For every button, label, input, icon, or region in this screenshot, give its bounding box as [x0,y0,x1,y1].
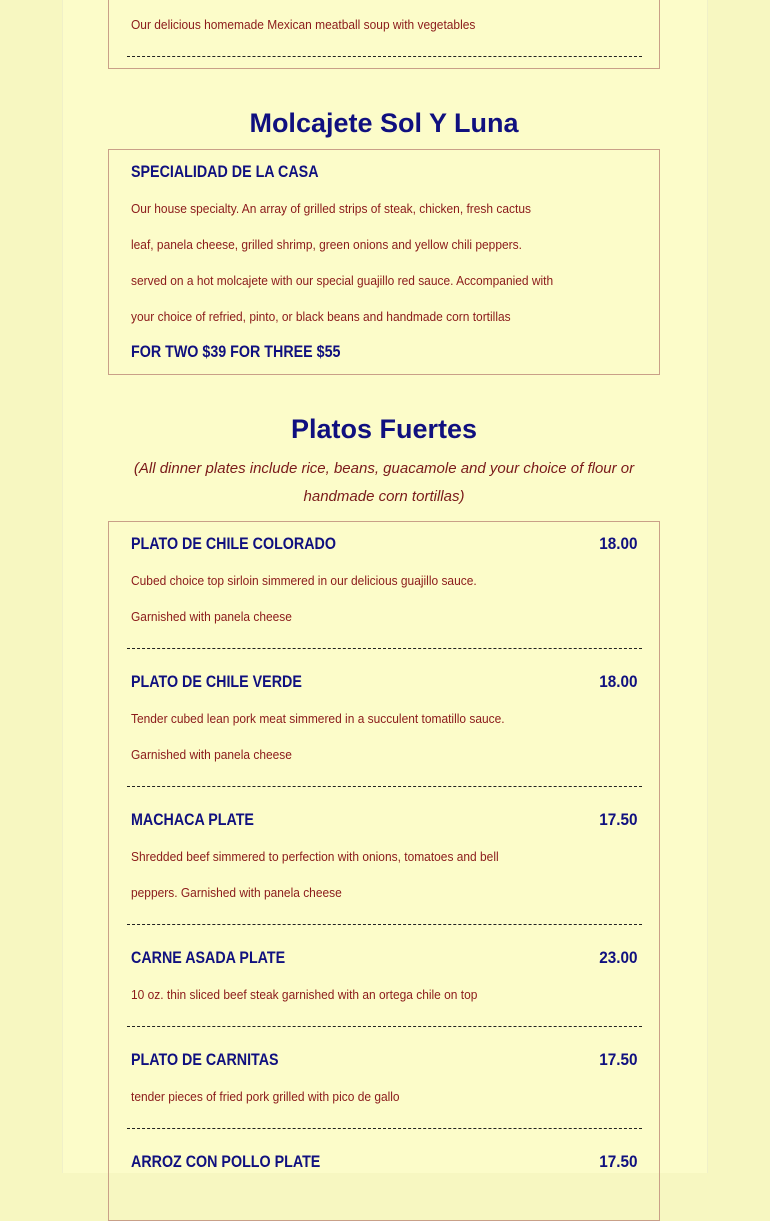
menu-item-description: Shredded beef simmered to perfection with onions, tomatoes and bell [131,849,499,864]
divider [127,648,642,649]
menu-item-price: 17.50 [599,1050,638,1069]
molcajete-line: leaf, panela cheese, grilled shrimp, green onions and yellow chili peppers. [131,237,522,252]
menu-item-description: Cubed choice top sirloin simmered in our delicious guajillo sauce. [131,573,477,588]
soup-section-box [108,0,660,69]
menu-item-price: 18.00 [599,672,638,691]
menu-item-description: peppers. Garnished with panela cheese [131,885,342,900]
molcajete-line: your choice of refried, pinto, or black beans and handmade corn tortillas [131,309,511,324]
divider [127,1128,642,1129]
menu-item-description: Garnished with panela cheese [131,609,292,624]
molcajete-line: Our house specialty. An array of grilled strips of steak, chicken, fresh cactus [131,201,531,216]
menu-item-price: 23.00 [599,948,638,967]
menu-item-name: CARNE ASADA PLATE [131,948,286,967]
menu-item-description: 10 oz. thin sliced beef steak garnished with an ortega chile on top [131,987,478,1002]
menu-item-description: Tender cubed lean pork meat simmered in a succulent tomatillo sauce. [131,711,505,726]
divider [127,1026,642,1027]
platos-note-line: handmade corn tortillas) [303,488,465,505]
menu-item-description: Garnished with panela cheese [131,747,292,762]
platos-box [108,521,660,1221]
divider [127,924,642,925]
molcajete-pricing: FOR TWO $39 FOR THREE $55 [131,342,341,361]
menu-item-name: PLATO DE CHILE VERDE [131,672,302,691]
platos-note-line: (All dinner plates include rice, beans, guacamole and your choice of flour or [133,460,635,477]
menu-item-price: 17.50 [599,1152,638,1171]
molcajete-heading: Molcajete Sol Y Luna [249,108,519,138]
divider [127,56,642,57]
molcajete-line: served on a hot molcajete with our special guajillo red sauce. Accompanied with [131,273,554,288]
soup-description: Our delicious homemade Mexican meatball soup with vegetables [131,17,476,32]
menu-item-name: MACHACA PLATE [131,810,254,829]
platos-heading: Platos Fuertes [290,414,478,444]
menu-item-name: PLATO DE CHILE COLORADO [131,534,336,553]
menu-item-description: tender pieces of fried pork grilled with pico de gallo [131,1089,400,1104]
menu-item-name: ARROZ CON POLLO PLATE [131,1152,321,1171]
divider [127,786,642,787]
menu-item-price: 18.00 [599,534,638,553]
menu-item-name: PLATO DE CARNITAS [131,1050,279,1069]
molcajete-subheading: SPECIALIDAD DE LA CASA [131,162,319,181]
menu-item-price: 17.50 [599,810,638,829]
